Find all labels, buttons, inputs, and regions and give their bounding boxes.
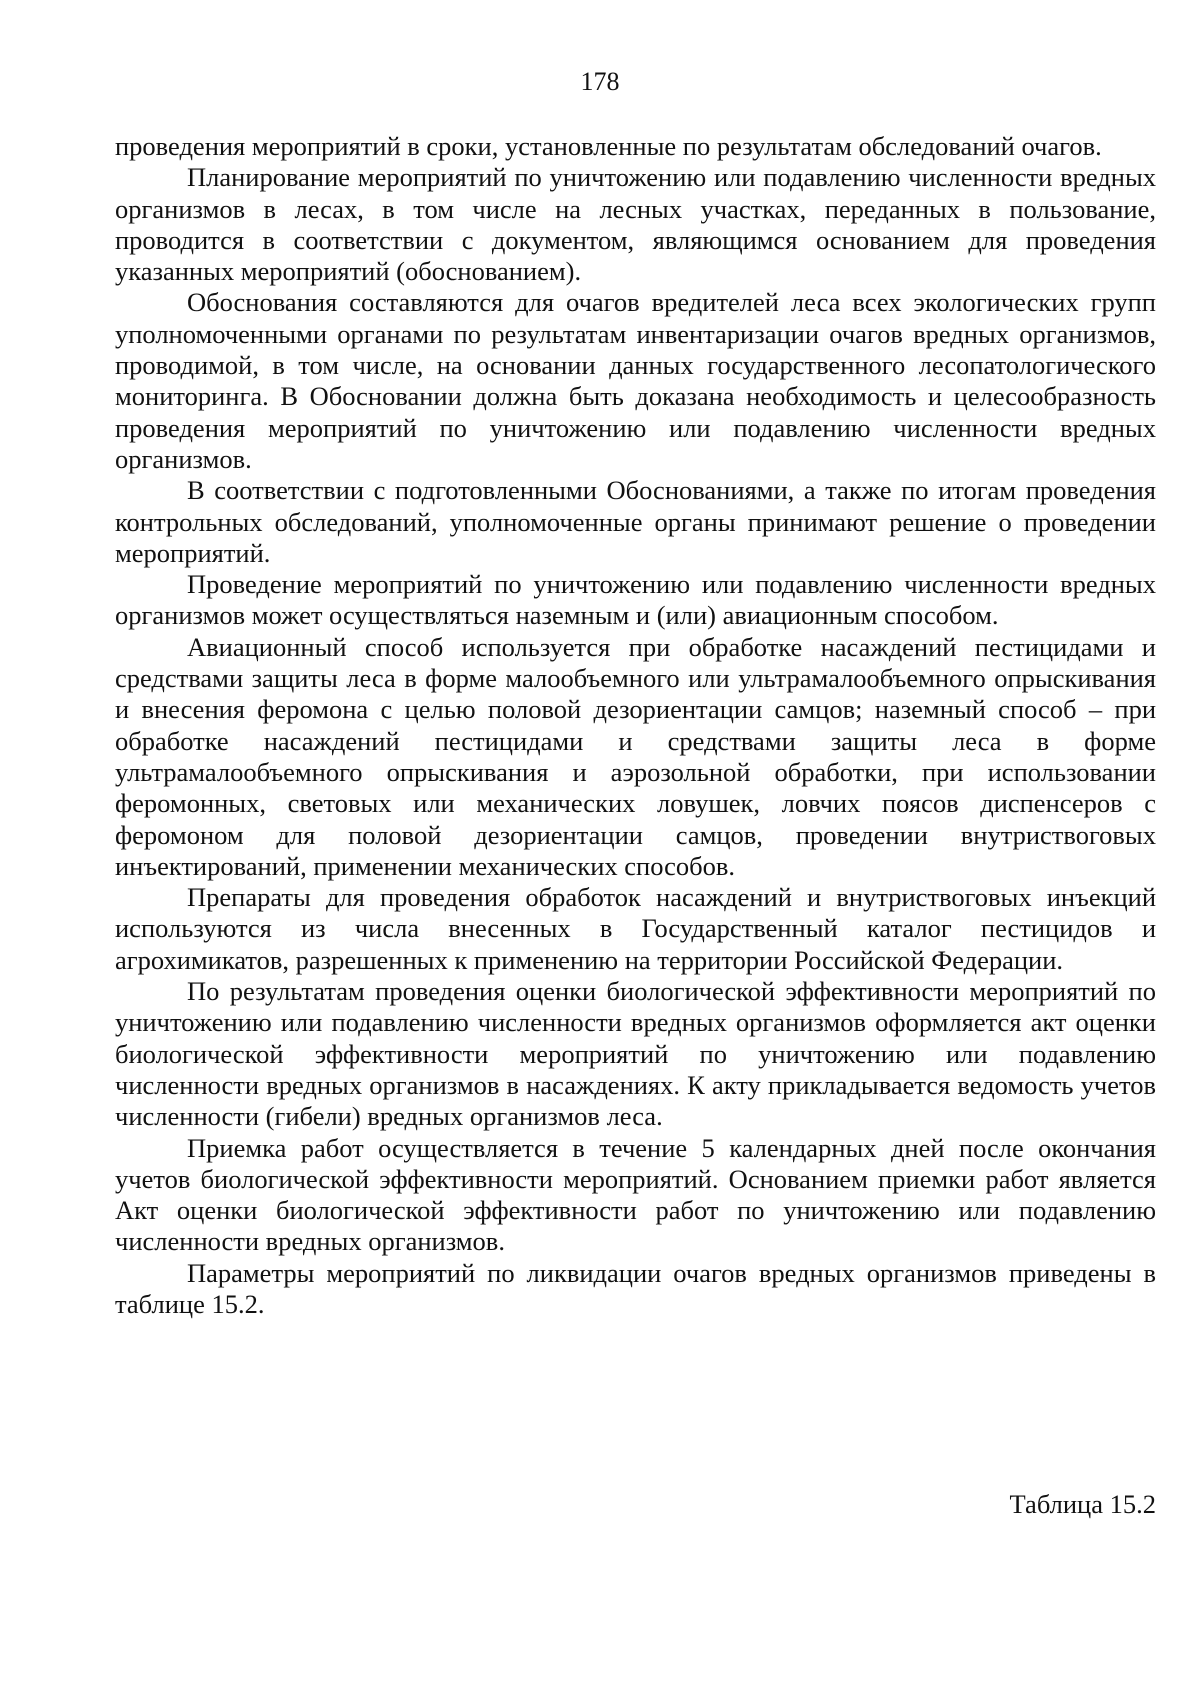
paragraph-justifications: Обоснования составляются для очагов вредителей леса всех экологических групп уполномоченными органами по результатам инвентаризации очагов вредных организмов, проводимой, в том числе, на основании данных государственного лесопатологического мониторинга. В Обосновании должна быть доказана необходимость и целесообразность проведения мероприятий по уничтожению или подавлению численности вредных организмов. [115, 287, 1156, 474]
paragraph-acceptance: Приемка работ осуществляется в течение 5 календарных дней после окончания учетов биологической эффективности мероприятий. Основанием приемки работ является Акт оценки биологической эффективности работ по уничтожению или подавлению численности вредных организмов. [115, 1132, 1156, 1257]
table-caption: Таблица 15.2 [1009, 1489, 1156, 1519]
paragraph-methods: Проведение мероприятий по уничтожению или подавлению численности вредных организмов может осуществляться наземным и (или) авиационным способом. [115, 569, 1156, 631]
document-body [115, 131, 1156, 1320]
paragraph-preparations: Препараты для проведения обработок насаждений и внутриствоговых инъекций используются из числа внесенных в Государственный каталог пестицидов и агрохимикатов, разрешенных к применению на территории Российской Федерации. [115, 882, 1156, 975]
page-number: 178 [580, 67, 620, 96]
paragraph-planning: Планирование мероприятий по уничтожению или подавлению численности вредных организмов в лесах, в том числе на лесных участках, переданных в пользование, проводится в соответствии с документом, являющимся основанием для проведения указанных мероприятий (обоснованием). [115, 162, 1156, 287]
paragraph-continuation: проведения мероприятий в сроки, установленные по результатам обследований очагов. [115, 131, 1102, 161]
paragraph-aviation-ground: Авиационный способ используется при обработке насаждений пестицидами и средствами защиты леса в форме малообъемного или ультрамалообъемного опрыскивания и внесения феромона с целью половой дезориентации самцов; наземный способ – при обработке насаждений пестицидами и средствами защиты леса в форме ультрамалообъемного опрыскивания и аэрозольной обработки, при использовании феромонных, световых или механических ловушек, ловчих поясов диспенсеров с феромоном для половой дезориентации самцов, проведении внутриствоговых инъектирований, применении механических способов. [115, 631, 1156, 881]
paragraph-parameters: Параметры мероприятий по ликвидации очагов вредных организмов приведены в таблице 15.2. [115, 1257, 1156, 1319]
paragraph-decision: В соответствии с подготовленными Обоснованиями, а также по итогам проведения контрольных обследований, уполномоченные органы принимают решение о проведении мероприятий. [115, 475, 1156, 568]
paragraph-efficiency-assessment: По результатам проведения оценки биологической эффективности мероприятий по уничтожению или подавлению численности вредных организмов оформляется акт оценки биологической эффективности мероприятий по уничтожению или подавлению численности вредных организмов в насаждениях. К акту прикладывается ведомость учетов численности (гибели) вредных организмов леса. [115, 976, 1156, 1132]
